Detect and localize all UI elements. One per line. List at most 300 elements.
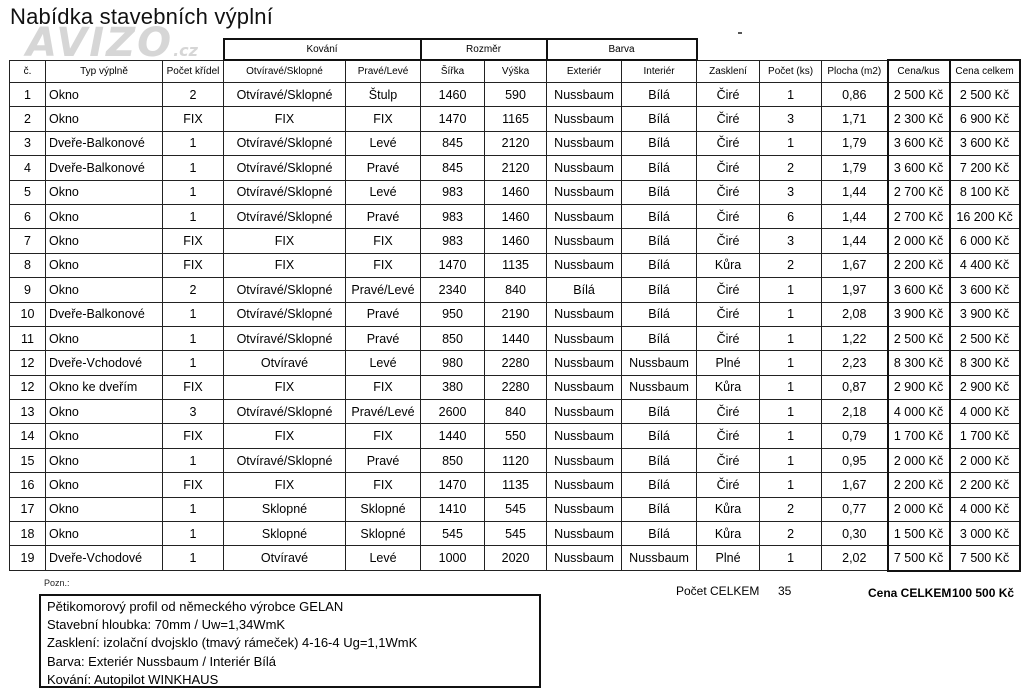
cell-glazing: Kůra <box>697 522 760 546</box>
cell-total-price: 2 500 Kč <box>950 326 1020 350</box>
cell-total-price: 2 500 Kč <box>950 83 1020 107</box>
cell-exterior: Nussbaum <box>547 253 622 277</box>
cell-height: 1440 <box>485 326 547 350</box>
cell-width: 1460 <box>421 83 485 107</box>
cell-open-tilt: Otvíravé/Sklopné <box>224 131 346 155</box>
note-line: Barva: Exteriér Nussbaum / Interiér Bílá <box>47 653 277 669</box>
cell-number: 13 <box>10 400 46 424</box>
cell-side: FIX <box>346 229 421 253</box>
cell-glazing: Čiré <box>697 83 760 107</box>
table-row <box>10 522 1020 546</box>
cell-height: 590 <box>485 83 547 107</box>
cell-count: 1 <box>760 375 822 399</box>
cell-area: 2,23 <box>822 351 888 375</box>
cell-interior: Bílá <box>622 278 697 302</box>
table-row <box>10 131 1020 155</box>
cell-glazing: Čiré <box>697 326 760 350</box>
table-body <box>10 39 1020 571</box>
cell-number: 2 <box>10 107 46 131</box>
group-barva: Barva <box>547 39 697 60</box>
cell-total-price: 1 700 Kč <box>950 424 1020 448</box>
cell-type: Okno <box>46 448 163 472</box>
cell-interior: Bílá <box>622 253 697 277</box>
group-kovani: Kování <box>224 39 421 60</box>
table-row <box>10 400 1020 424</box>
cell-side: FIX <box>346 375 421 399</box>
col-unit-price-header: Cena/kus <box>888 60 950 83</box>
cell-sashes: 1 <box>163 131 224 155</box>
note-line: Zasklení: izolační dvojsklo (tmavý rámeček) 4-16-4 Ug=1,1WmK <box>47 635 418 651</box>
cell-area: 1,44 <box>822 180 888 204</box>
cell-total-price: 2 000 Kč <box>950 448 1020 472</box>
notes-label: Pozn.: <box>44 578 70 588</box>
cell-width: 850 <box>421 326 485 350</box>
total-price-value: 100 500 Kč <box>952 586 1015 600</box>
cell-type: Dveře-Balkonové <box>46 156 163 180</box>
cell-open-tilt: Otvíravé/Sklopné <box>224 83 346 107</box>
cell-width: 983 <box>421 204 485 228</box>
watermark-suffix: .cz <box>173 41 198 60</box>
cell-side: Pravé <box>346 204 421 228</box>
table-row <box>10 229 1020 253</box>
cell-width: 1410 <box>421 497 485 521</box>
cell-unit-price: 2 500 Kč <box>888 326 950 350</box>
cell-type: Okno <box>46 180 163 204</box>
cell-side: FIX <box>346 107 421 131</box>
cell-unit-price: 4 000 Kč <box>888 400 950 424</box>
cell-unit-price: 3 900 Kč <box>888 302 950 326</box>
table-row <box>10 497 1020 521</box>
cell-total-price: 3 600 Kč <box>950 278 1020 302</box>
cell-glazing: Plné <box>697 546 760 571</box>
cell-number: 12 <box>10 375 46 399</box>
cell-glazing: Čiré <box>697 424 760 448</box>
cell-area: 2,18 <box>822 400 888 424</box>
cell-height: 545 <box>485 522 547 546</box>
table-row <box>10 204 1020 228</box>
cell-side: Sklopné <box>346 522 421 546</box>
cell-height: 840 <box>485 278 547 302</box>
cell-total-price: 8 100 Kč <box>950 180 1020 204</box>
cell-unit-price: 3 600 Kč <box>888 278 950 302</box>
cell-exterior: Nussbaum <box>547 107 622 131</box>
cell-number: 14 <box>10 424 46 448</box>
table-row <box>10 326 1020 350</box>
cell-open-tilt: Otvíravé <box>224 351 346 375</box>
cell-interior: Bílá <box>622 156 697 180</box>
cell-side: Pravé <box>346 326 421 350</box>
cell-sashes: 1 <box>163 351 224 375</box>
cell-unit-price: 2 200 Kč <box>888 473 950 497</box>
cell-count: 6 <box>760 204 822 228</box>
cell-area: 1,44 <box>822 204 888 228</box>
cell-height: 550 <box>485 424 547 448</box>
cell-open-tilt: FIX <box>224 253 346 277</box>
cell-open-tilt: Otvíravé/Sklopné <box>224 278 346 302</box>
cell-width: 545 <box>421 522 485 546</box>
cell-type: Okno <box>46 424 163 448</box>
cell-type: Okno <box>46 204 163 228</box>
cell-area: 1,67 <box>822 253 888 277</box>
cell-side: Pravé <box>346 448 421 472</box>
col-sashes-header: Počet křídel <box>163 60 224 83</box>
cell-exterior: Nussbaum <box>547 83 622 107</box>
cell-type: Dveře-Balkonové <box>46 131 163 155</box>
cell-type: Okno <box>46 83 163 107</box>
cell-sashes: 1 <box>163 302 224 326</box>
cell-area: 0,86 <box>822 83 888 107</box>
cell-type: Okno <box>46 497 163 521</box>
cell-open-tilt: FIX <box>224 424 346 448</box>
cell-side: Pravé/Levé <box>346 400 421 424</box>
cell-sashes: FIX <box>163 229 224 253</box>
cell-interior: Bílá <box>622 107 697 131</box>
column-header-row <box>10 60 1020 83</box>
cell-glazing: Čiré <box>697 448 760 472</box>
group-header-row <box>10 39 1020 60</box>
cell-interior: Nussbaum <box>622 375 697 399</box>
col-interior-header: Interiér <box>622 60 697 83</box>
cell-type: Okno <box>46 278 163 302</box>
cell-exterior: Nussbaum <box>547 448 622 472</box>
cell-type: Dveře-Balkonové <box>46 302 163 326</box>
cell-width: 850 <box>421 448 485 472</box>
col-exterior-header: Exteriér <box>547 60 622 83</box>
cell-unit-price: 2 500 Kč <box>888 83 950 107</box>
cell-exterior: Nussbaum <box>547 522 622 546</box>
cell-interior: Bílá <box>622 204 697 228</box>
note-line: Stavební hloubka: 70mm / Uw=1,34WmK <box>47 617 286 633</box>
col-glazing-header: Zasklení <box>697 60 760 83</box>
cell-number: 5 <box>10 180 46 204</box>
cell-type: Okno <box>46 107 163 131</box>
cell-glazing: Čiré <box>697 131 760 155</box>
cell-width: 845 <box>421 156 485 180</box>
cell-number: 12 <box>10 351 46 375</box>
cell-glazing: Kůra <box>697 253 760 277</box>
col-count-header: Počet (ks) <box>760 60 822 83</box>
cell-total-price: 4 000 Kč <box>950 400 1020 424</box>
cell-count: 2 <box>760 522 822 546</box>
cell-type: Okno ke dveřím <box>46 375 163 399</box>
col-open-tilt-header: Otvíravé/Sklopné <box>224 60 346 83</box>
cell-unit-price: 2 000 Kč <box>888 229 950 253</box>
cell-interior: Bílá <box>622 302 697 326</box>
cell-height: 1120 <box>485 448 547 472</box>
cell-count: 1 <box>760 326 822 350</box>
cell-number: 8 <box>10 253 46 277</box>
table-row <box>10 375 1020 399</box>
cell-count: 1 <box>760 83 822 107</box>
cell-height: 545 <box>485 497 547 521</box>
cell-side: Levé <box>346 351 421 375</box>
cell-sashes: 1 <box>163 326 224 350</box>
page-title: Nabídka stavebních výplní <box>10 4 274 29</box>
cell-glazing: Čiré <box>697 473 760 497</box>
cell-number: 16 <box>10 473 46 497</box>
cell-sashes: FIX <box>163 473 224 497</box>
cell-exterior: Nussbaum <box>547 546 622 571</box>
cell-side: Štulp <box>346 83 421 107</box>
cell-open-tilt: Otvíravé/Sklopné <box>224 156 346 180</box>
cell-glazing: Čiré <box>697 204 760 228</box>
cell-type: Okno <box>46 253 163 277</box>
cell-exterior: Nussbaum <box>547 497 622 521</box>
total-count-value: 35 <box>778 584 792 598</box>
cell-area: 1,22 <box>822 326 888 350</box>
cell-number: 15 <box>10 448 46 472</box>
cell-area: 0,77 <box>822 497 888 521</box>
cell-width: 1470 <box>421 473 485 497</box>
cell-count: 1 <box>760 351 822 375</box>
cell-area: 1,44 <box>822 229 888 253</box>
cell-total-price: 16 200 Kč <box>950 204 1020 228</box>
cell-total-price: 4 400 Kč <box>950 253 1020 277</box>
cell-exterior: Nussbaum <box>547 424 622 448</box>
cell-glazing: Čiré <box>697 302 760 326</box>
cell-interior: Nussbaum <box>622 351 697 375</box>
cell-width: 983 <box>421 229 485 253</box>
cell-glazing: Čiré <box>697 278 760 302</box>
cell-glazing: Čiré <box>697 156 760 180</box>
cell-total-price: 7 500 Kč <box>950 546 1020 571</box>
cell-side: Pravé/Levé <box>346 278 421 302</box>
cell-number: 1 <box>10 83 46 107</box>
cell-exterior: Nussbaum <box>547 131 622 155</box>
cell-height: 2020 <box>485 546 547 571</box>
cell-sashes: 2 <box>163 83 224 107</box>
cell-unit-price: 3 600 Kč <box>888 131 950 155</box>
cell-sashes: 1 <box>163 497 224 521</box>
cell-open-tilt: Sklopné <box>224 522 346 546</box>
cell-number: 9 <box>10 278 46 302</box>
table-row <box>10 424 1020 448</box>
cell-height: 1135 <box>485 253 547 277</box>
col-area-header: Plocha (m2) <box>822 60 888 83</box>
cell-unit-price: 7 500 Kč <box>888 546 950 571</box>
cell-sashes: 1 <box>163 156 224 180</box>
cell-unit-price: 8 300 Kč <box>888 351 950 375</box>
cell-open-tilt: Otvíravé/Sklopné <box>224 400 346 424</box>
cell-width: 2600 <box>421 400 485 424</box>
cell-interior: Bílá <box>622 131 697 155</box>
cell-count: 1 <box>760 546 822 571</box>
cell-total-price: 6 000 Kč <box>950 229 1020 253</box>
cell-width: 980 <box>421 351 485 375</box>
cell-number: 4 <box>10 156 46 180</box>
cell-height: 1460 <box>485 180 547 204</box>
cell-area: 2,02 <box>822 546 888 571</box>
cell-height: 2280 <box>485 375 547 399</box>
cell-width: 1470 <box>421 253 485 277</box>
cell-height: 2120 <box>485 131 547 155</box>
cell-open-tilt: FIX <box>224 107 346 131</box>
cell-width: 2340 <box>421 278 485 302</box>
cell-count: 2 <box>760 156 822 180</box>
cell-side: Pravé <box>346 156 421 180</box>
cell-area: 1,71 <box>822 107 888 131</box>
cell-interior: Bílá <box>622 473 697 497</box>
cell-sashes: FIX <box>163 107 224 131</box>
cell-width: 950 <box>421 302 485 326</box>
cell-area: 1,97 <box>822 278 888 302</box>
cell-unit-price: 2 700 Kč <box>888 180 950 204</box>
cell-type: Okno <box>46 326 163 350</box>
cell-open-tilt: Otvíravé/Sklopné <box>224 326 346 350</box>
cell-total-price: 7 200 Kč <box>950 156 1020 180</box>
cell-interior: Bílá <box>622 326 697 350</box>
table-row <box>10 448 1020 472</box>
cell-exterior: Nussbaum <box>547 400 622 424</box>
cell-glazing: Plné <box>697 351 760 375</box>
cell-type: Okno <box>46 522 163 546</box>
cell-height: 2280 <box>485 351 547 375</box>
cell-side: Levé <box>346 180 421 204</box>
cell-unit-price: 2 300 Kč <box>888 107 950 131</box>
cell-area: 1,79 <box>822 156 888 180</box>
cell-exterior: Nussbaum <box>547 326 622 350</box>
cell-interior: Bílá <box>622 83 697 107</box>
cell-width: 1470 <box>421 107 485 131</box>
cell-count: 2 <box>760 253 822 277</box>
cell-sashes: 2 <box>163 278 224 302</box>
cell-total-price: 8 300 Kč <box>950 351 1020 375</box>
cell-count: 3 <box>760 229 822 253</box>
cell-side: Levé <box>346 131 421 155</box>
cell-area: 2,08 <box>822 302 888 326</box>
cell-glazing: Čiré <box>697 180 760 204</box>
cell-count: 3 <box>760 180 822 204</box>
cell-interior: Bílá <box>622 400 697 424</box>
cell-side: Sklopné <box>346 497 421 521</box>
cell-glazing: Čiré <box>697 107 760 131</box>
cell-unit-price: 2 900 Kč <box>888 375 950 399</box>
cell-open-tilt: FIX <box>224 375 346 399</box>
cell-width: 1440 <box>421 424 485 448</box>
cell-total-price: 2 900 Kč <box>950 375 1020 399</box>
cell-area: 0,95 <box>822 448 888 472</box>
cell-open-tilt: FIX <box>224 473 346 497</box>
cell-open-tilt: Otvíravé/Sklopné <box>224 204 346 228</box>
cell-interior: Bílá <box>622 229 697 253</box>
cell-exterior: Nussbaum <box>547 302 622 326</box>
cell-exterior: Nussbaum <box>547 229 622 253</box>
cell-unit-price: 1 500 Kč <box>888 522 950 546</box>
cell-count: 1 <box>760 400 822 424</box>
cell-exterior: Nussbaum <box>547 180 622 204</box>
table-row <box>10 180 1020 204</box>
cell-area: 0,79 <box>822 424 888 448</box>
cell-unit-price: 1 700 Kč <box>888 424 950 448</box>
cell-side: FIX <box>346 253 421 277</box>
cell-number: 10 <box>10 302 46 326</box>
cell-sashes: 1 <box>163 204 224 228</box>
cell-open-tilt: FIX <box>224 229 346 253</box>
col-width-header: Šířka <box>421 60 485 83</box>
cell-area: 1,79 <box>822 131 888 155</box>
cell-exterior: Nussbaum <box>547 156 622 180</box>
cell-number: 7 <box>10 229 46 253</box>
cell-open-tilt: Otvíravé/Sklopné <box>224 448 346 472</box>
cell-area: 0,87 <box>822 375 888 399</box>
col-number-header: č. <box>10 60 46 83</box>
col-type-header: Typ výplně <box>46 60 163 83</box>
cell-side: FIX <box>346 473 421 497</box>
col-height-header: Výška <box>485 60 547 83</box>
cell-width: 1000 <box>421 546 485 571</box>
cell-height: 2190 <box>485 302 547 326</box>
cell-width: 983 <box>421 180 485 204</box>
cell-unit-price: 2 000 Kč <box>888 448 950 472</box>
cell-count: 2 <box>760 497 822 521</box>
table-row <box>10 473 1020 497</box>
cell-total-price: 6 900 Kč <box>950 107 1020 131</box>
cell-interior: Nussbaum <box>622 546 697 571</box>
cell-number: 17 <box>10 497 46 521</box>
cell-unit-price: 2 700 Kč <box>888 204 950 228</box>
cell-count: 1 <box>760 302 822 326</box>
group-rozmer: Rozměr <box>421 39 547 60</box>
cell-exterior: Nussbaum <box>547 375 622 399</box>
cell-area: 1,67 <box>822 473 888 497</box>
cell-sashes: 3 <box>163 400 224 424</box>
cell-glazing: Čiré <box>697 229 760 253</box>
cell-interior: Bílá <box>622 448 697 472</box>
cell-unit-price: 3 600 Kč <box>888 156 950 180</box>
cell-sashes: FIX <box>163 424 224 448</box>
cell-side: Levé <box>346 546 421 571</box>
cell-number: 3 <box>10 131 46 155</box>
cell-unit-price: 2 000 Kč <box>888 497 950 521</box>
cell-glazing: Kůra <box>697 375 760 399</box>
cell-side: FIX <box>346 424 421 448</box>
cell-interior: Bílá <box>622 497 697 521</box>
cell-width: 845 <box>421 131 485 155</box>
total-price-label: Cena CELKEM <box>868 586 952 600</box>
note-line: Pětikomorový profil od německého výrobce GELAN <box>47 599 344 614</box>
cell-total-price: 2 200 Kč <box>950 473 1020 497</box>
offer-table <box>9 38 1021 572</box>
cell-count: 1 <box>760 424 822 448</box>
cell-count: 1 <box>760 473 822 497</box>
cell-exterior: Nussbaum <box>547 204 622 228</box>
table-row <box>10 546 1020 571</box>
cell-glazing: Kůra <box>697 497 760 521</box>
cell-interior: Bílá <box>622 180 697 204</box>
cell-exterior: Nussbaum <box>547 473 622 497</box>
cell-number: 11 <box>10 326 46 350</box>
cell-number: 18 <box>10 522 46 546</box>
table-row <box>10 83 1020 107</box>
cell-height: 1135 <box>485 473 547 497</box>
cell-open-tilt: Sklopné <box>224 497 346 521</box>
col-side-header: Pravé/Levé <box>346 60 421 83</box>
cell-sashes: 1 <box>163 546 224 571</box>
cell-type: Dveře-Vchodové <box>46 546 163 571</box>
cell-open-tilt: Otvíravé/Sklopné <box>224 180 346 204</box>
watermark-text: AVIZO <box>26 20 174 66</box>
cell-sashes: FIX <box>163 253 224 277</box>
cell-total-price: 3 000 Kč <box>950 522 1020 546</box>
cell-open-tilt: Otvíravé/Sklopné <box>224 302 346 326</box>
table-row <box>10 278 1020 302</box>
cell-side: Pravé <box>346 302 421 326</box>
cell-width: 380 <box>421 375 485 399</box>
table-row <box>10 107 1020 131</box>
cell-sashes: 1 <box>163 448 224 472</box>
cell-sashes: 1 <box>163 522 224 546</box>
cell-count: 1 <box>760 448 822 472</box>
